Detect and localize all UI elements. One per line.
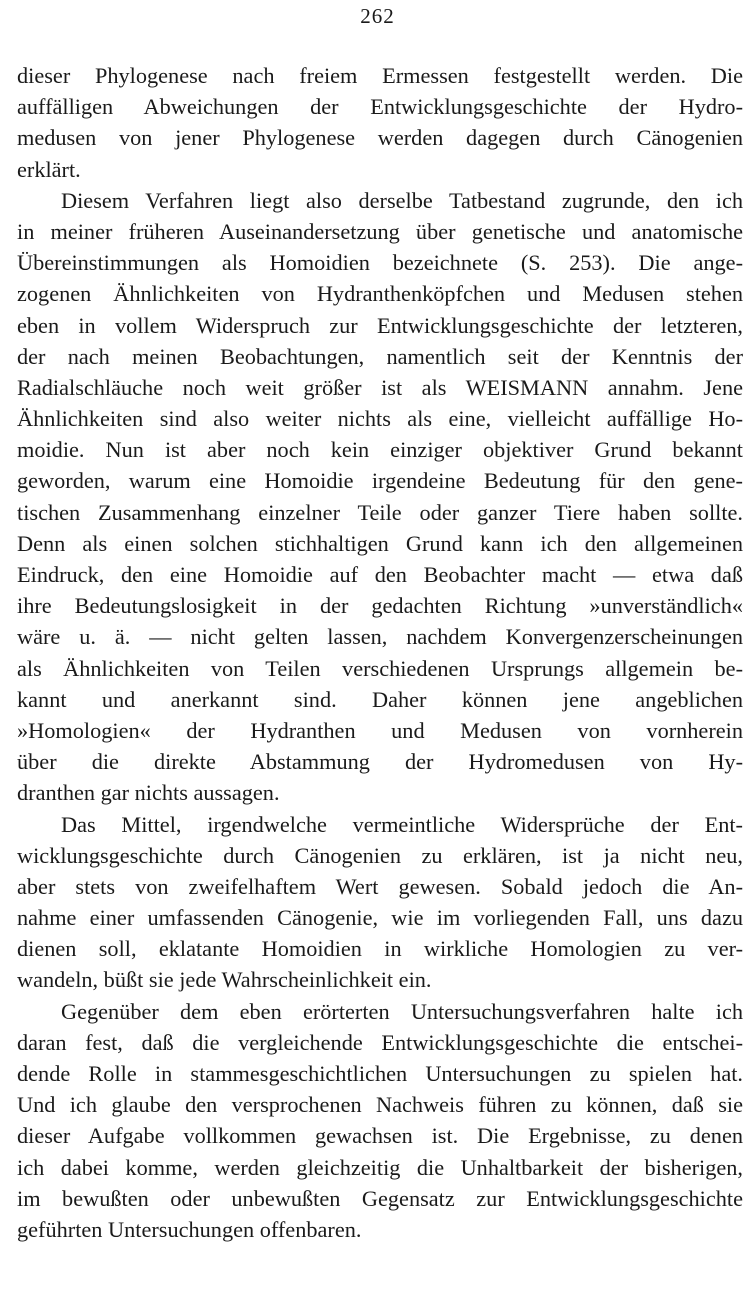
text-line: kannt und anerkannt sind. Daher können jene angeblichen [17,686,743,712]
body-text [17,60,743,1245]
text-line: Ähnlichkeiten sind also weiter nichts als eine, vielleicht auffällige Ho- [17,406,743,432]
text-line: Und ich glaube den versprochenen Nachweis führen zu können, daß sie [17,1092,743,1118]
paragraph [17,809,743,996]
text-line: erklärt. [17,156,81,182]
text-line: Denn als einen solchen stichhaltigen Grund kann ich den allgemeinen [17,530,743,556]
text-line: Übereinstimmungen als Homoidien bezeichnete (S. 253). Die ange- [17,250,743,276]
paragraph [17,996,743,1246]
text-line: aber stets von zweifelhaftem Wert gewesen. Sobald jedoch die An- [17,873,743,899]
text-line: wicklungsgeschichte durch Cänogenien zu erklären, ist ja nicht neu, [17,842,743,868]
text-line: daran fest, daß die vergleichende Entwicklungsgeschichte die entschei- [17,1029,743,1055]
text-line: Das Mittel, irgendwelche vermeintliche Widersprüche der Ent- [61,811,743,837]
text-line: moidie. Nun ist aber noch kein einziger objektiver Grund bekannt [17,437,743,463]
text-line: auffälligen Abweichungen der Entwicklungsgeschichte der Hydro- [17,94,743,120]
text-line: der nach meinen Beobachtungen, namentlich seit der Kenntnis der [17,343,743,369]
text-line: dende Rolle in stammesgeschichtlichen Untersuchungen zu spielen hat. [17,1061,743,1086]
text-line: dienen soll, eklatante Homoidien in wirkliche Homologien zu ver- [17,936,743,962]
text-line: wandeln, büßt sie jede Wahrscheinlichkeit ein. [17,967,432,993]
text-line: dieser Aufgabe vollkommen gewachsen ist. Die Ergebnisse, zu denen [17,1123,743,1149]
text-line: über die direkte Abstammung der Hydromedusen von Hy- [17,749,743,775]
text-line: Eindruck, den eine Homoidie auf den Beobachter macht — etwa daß [17,562,743,587]
text-line: Radialschläuche noch weit größer ist als WEISMANN annahm. Jene [17,374,743,400]
text-line: geführten Untersuchungen offenbaren. [17,1216,362,1242]
text-line: tischen Zusammenhang einzelner Teile oder ganzer Tiere haben sollte. [17,499,743,525]
paragraph [17,185,743,809]
text-line: Diesem Verfahren liegt also derselbe Tatbestand zugrunde, den ich [61,187,743,213]
text-line: geworden, warum eine Homoidie irgendeine Bedeutung für den gene- [17,468,743,494]
text-line: als Ähnlichkeiten von Teilen verschiedenen Ursprungs allgemein be- [17,655,743,681]
text-line: dranthen gar nichts aussagen. [17,780,280,806]
text-line: medusen von jener Phylogenese werden dagegen durch Cänogenien [17,125,743,151]
text-line: nahme einer umfassenden Cänogenie, wie im vorliegenden Fall, uns dazu [17,905,743,931]
text-line: Gegenüber dem eben erörterten Untersuchungsverfahren halte ich [61,998,743,1024]
text-line: in meiner früheren Auseinandersetzung über genetische und anatomische [17,218,743,244]
paragraph [17,60,743,185]
page-number: 262 [360,4,395,28]
text-line: ihre Bedeutungslosigkeit in der gedachten Richtung »unverständlich« [17,593,743,619]
text-line: ich dabei komme, werden gleichzeitig die Unhaltbarkeit der bisherigen, [17,1154,743,1180]
text-line: wäre u. ä. — nicht gelten lassen, nachdem Konvergenzerscheinungen [17,624,743,650]
text-line: dieser Phylogenese nach freiem Ermessen festgestellt werden. Die [17,63,743,88]
text-line: zogenen Ähnlichkeiten von Hydranthenköpfchen und Medusen stehen [17,281,743,307]
text-line: im bewußten oder unbewußten Gegensatz zur Entwicklungsgeschichte [17,1185,743,1211]
text-line: »Homologien« der Hydranthen und Medusen von vornherein [17,717,743,743]
text-line: eben in vollem Widerspruch zur Entwicklungsgeschichte der letzteren, [17,312,743,338]
